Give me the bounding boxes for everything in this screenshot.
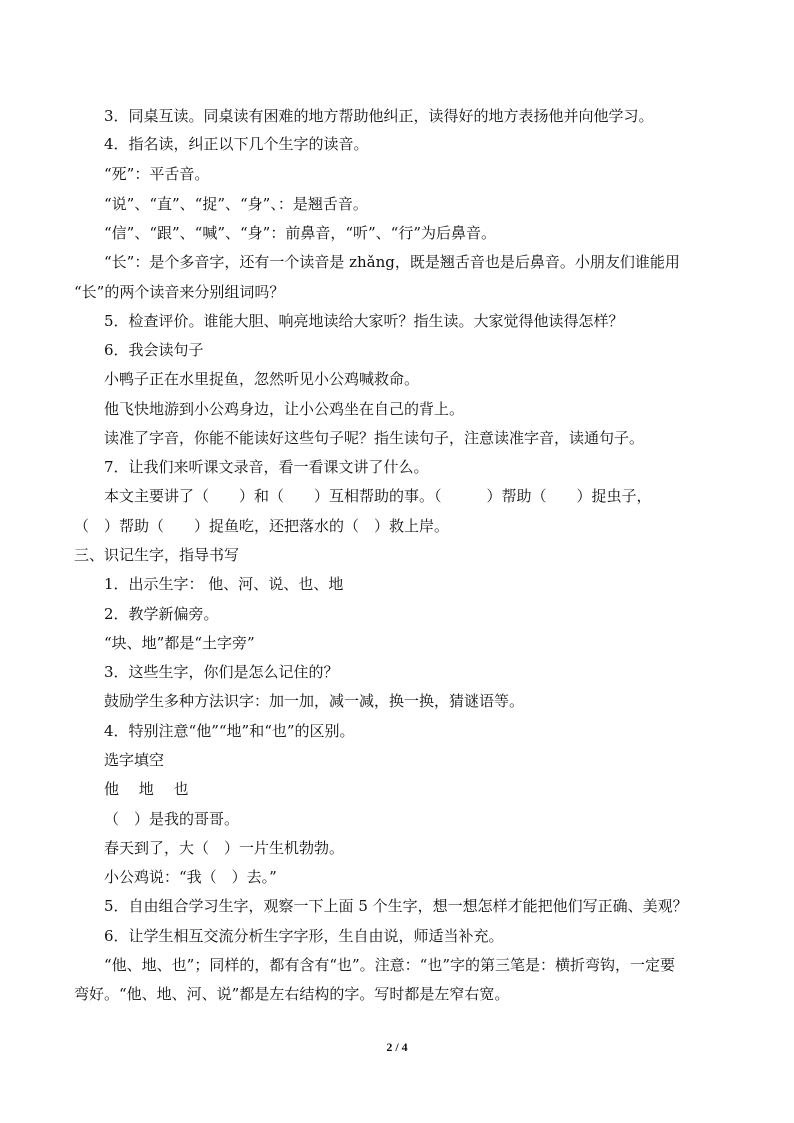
text-line: 小公鸡说：“我（ ）去。” — [104, 868, 277, 886]
page-number: 2 / 4 — [386, 1040, 408, 1054]
text-line: 他 地 也 — [104, 780, 189, 798]
text-line: 6．我会读句子 — [104, 341, 204, 359]
text-line: 4．指名读，纠正以下几个生字的读音。 — [104, 135, 369, 153]
text-line: 5．检查评价。谁能大胆、响亮地读给大家听？指生读。大家觉得他读得怎样？ — [104, 312, 624, 330]
text-line: 他飞快地游到小公鸡身边，让小公鸡坐在自己的背上。 — [104, 400, 465, 418]
text-line: 本文主要讲了（ ）和（ ）互相帮助的事。（ ）帮助（ ）捉虫子， — [104, 487, 652, 505]
text-line: “信”、“跟”、“喊”、“身”：前鼻音，“听”、“行”为后鼻音。 — [104, 224, 497, 242]
text-line: 读准了字音，你能不能读好这些句子呢？指生读句子，注意读准字音，读通句子。 — [104, 429, 645, 447]
text-line: “说”、“直”、“捉”、“身”、：是翘舌音。 — [104, 195, 368, 213]
text-line: 2．教学新偏旁。 — [104, 605, 219, 623]
text-line: 4．特别注意“他”“地”和“也”的区别。 — [104, 722, 355, 740]
text-line: “死”：平舌音。 — [104, 165, 210, 183]
text-line: “长”的两个读音来分别组词吗？ — [74, 283, 285, 301]
text-line: 小鸭子正在水里捉鱼，忽然听见小公鸡喊救命。 — [104, 370, 420, 388]
text-line: 鼓励学生多种方法识字：加一加，减一减，换一换，猜谜语等。 — [104, 692, 525, 710]
text-line: “长”：是个多音字，还有一个读音是 zhǎng，既是翘舌音也是后鼻音。小朋友们谁能用 — [104, 253, 680, 271]
text-line: “他、地、也”；同样的，都有含有“也”。注意：“也”字的第三笔是：横折弯钩，一定要 — [104, 956, 676, 974]
section-heading: 三、识记生字，指导书写 — [74, 546, 240, 564]
text-line: 春天到了，大（ ）一片生机勃勃。 — [104, 839, 345, 857]
text-line: 3．这些生字，你们是怎么记住的？ — [104, 663, 339, 681]
text-line: 5．自由组合学习生字，观察一下上面 5 个生字，想一想怎样才能把他们写正确、美观？ — [104, 897, 688, 915]
text-line: “块、地”都是“土字旁” — [104, 634, 255, 652]
text-line: 1．出示生字： 他、河、说、也、地 — [104, 575, 344, 593]
text-line: 6．让学生相互交流分析生字字形，生自由说，师适当补充。 — [104, 927, 504, 945]
text-line: 弯好。“他、地、河、说”都是左右结构的字。写时都是左窄右宽。 — [74, 985, 510, 1003]
text-line: 选字填空 — [104, 751, 165, 769]
text-line: 3．同桌互读。同桌读有困难的地方帮助他纠正，读得好的地方表扬他并向他学习。 — [104, 107, 654, 125]
text-line: （ ）是我的哥哥。 — [104, 810, 240, 828]
text-line: 7．让我们来听课文录音，看一看课文讲了什么。 — [104, 458, 429, 476]
text-line: （ ）帮助（ ）捉鱼吃，还把落水的（ ）救上岸。 — [74, 517, 450, 535]
